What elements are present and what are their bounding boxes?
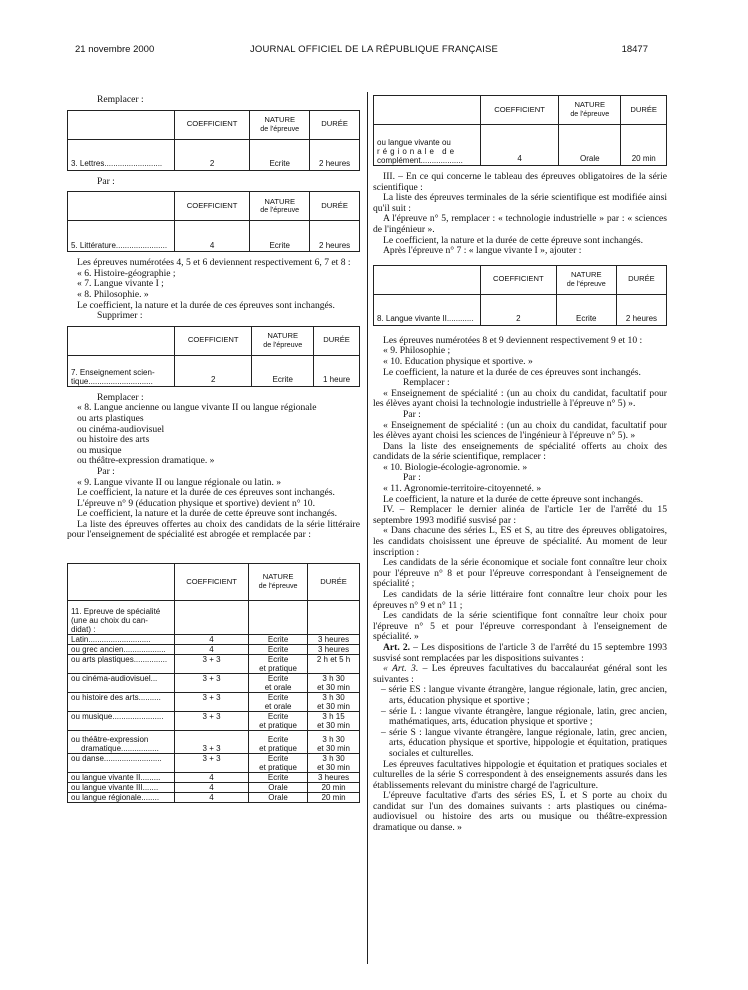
paragraph: « 9. Langue vivante II ou langue régionale ou latin. » [77, 476, 282, 488]
row-label: 3. Lettres.......................... [68, 139, 175, 170]
row-label: 7. Enseignement scien- tique............................. [68, 355, 175, 386]
paragraph: IV. – Remplacer le dernier alinéa de l'article 1er de l'arrêté du 15 septembre 1993 modifié susvisé par : [373, 504, 667, 526]
th-coefficient: COEFFICIENT [175, 564, 249, 601]
paragraph: « 9. Philosophie ; [383, 345, 451, 357]
paragraph: « Dans chacune des séries L, ES et S, au titre des épreuves obligatoires, les candidats choisissent une épreuve de spécialité. Au moment de leur inscription : [373, 525, 667, 558]
row-label: ou grec ancien................... [68, 645, 175, 655]
row-label: ou musique....................... [68, 712, 175, 731]
list-item: – série S : langue vivante étrangère, langue régionale, latin, grec ancien, arts, éducation physique et sportive, hippologie et équitation, pratiques sociales et culturelles. [381, 726, 667, 759]
row-nature: Ecrite [556, 294, 616, 325]
paragraph: « Enseignement de spécialité : (un au choix du candidat, facultatif pour les élèves ayant choisi la technologie industrielle à l'épreuve n° 5) ». [373, 387, 667, 410]
table-specialite-litteraire: COEFFICIENT NATURE de l'épreuve DURÉE 11. Epreuve de spécialité (une au choix du can- didat) : Latin............................ 4 Ecrite 3 heures ou grec ancien................... 4 Ecrite 3 heures ou arts plastiques............... 3 + 3 Ecrite et pratique 2 h et 5 h ou cinéma-audiovisuel... 3 + 3 Ecrite et orale 3 h 30 et 30 min ou histoire des arts.......... 3 + 3 Ecrite et orale 3 h 30 et 30 min ou musique....................... 3 + 3 Ecrite et pratique 3 h 15 et 30 min ou théâtre-expression dramatique................. 3 + 3 Ecrite et pratique 3 h 30 et 30 min ou danse.......................... 3 + 3 Ecrite et pratique 3 h 30 et 30 min ou langue vivante II......... 4 Ecrite 3 heures ou langue vivante III....... 4 Orale 20 min ou langue régionale........ 4 Orale 20 min [67, 563, 360, 803]
row-coef: 2 [481, 294, 557, 325]
paragraph: Le coefficient, la nature et la durée de ces épreuves sont inchangés. [77, 487, 335, 499]
row-coef: 2 [175, 355, 252, 386]
paragraph: ou cinéma-audiovisuel [77, 423, 165, 435]
paragraph: « 8. Philosophie. » [77, 288, 149, 300]
th-coefficient: COEFFICIENT [175, 110, 250, 139]
paragraph: Le coefficient, la nature et la durée de ces épreuves sont inchangés. [383, 366, 641, 378]
paragraph: Les épreuves numérotées 4, 5 et 6 deviennent respectivement 6, 7 et 8 : [77, 257, 351, 269]
paragraph: « 10. Biologie-écologie-agronomie. » [383, 461, 528, 473]
instruction-par: Par : [403, 408, 421, 420]
paragraph: « Enseignement de spécialité : (un au choix du candidat, facultatif pour les élèves ayant choisi les sciences de l'ingénieur à l'épreuve n° 5). » [373, 419, 667, 442]
header-date: 21 novembre 2000 [75, 44, 155, 55]
paragraph: Dans la liste des enseignements de spécialité offerts au choix des candidats de la série scientifique, remplacer : [373, 440, 667, 463]
row-coef: 4 [481, 125, 559, 166]
instruction-par: Par : [403, 472, 421, 484]
row-duree: 1 heure [314, 355, 360, 386]
instruction-remplacer: Remplacer : [97, 94, 144, 105]
th-coefficient: COEFFICIENT [175, 192, 250, 221]
row-label: ou cinéma-audiovisuel... [68, 674, 175, 693]
column-divider [367, 92, 368, 964]
paragraph: ou musique [77, 444, 122, 456]
paragraph: Les candidats de la série économique et sociale font connaître leur choix pour l'épreuve n° 8 et pour l'épreuve correspondant à l'enseignement de spécialité ; [373, 557, 667, 590]
list-item: – série ES : langue vivante étrangère, langue régionale, latin, grec ancien, arts, éducation physique et sportive ; [381, 684, 667, 706]
row-duree: 20 min [621, 125, 667, 166]
row-label: 8. Langue vivante II............ [374, 294, 481, 325]
th-nature: NATURE de l'épreuve [556, 265, 616, 294]
th-coefficient: COEFFICIENT [481, 96, 559, 125]
article-3: « Art. 3. – Les épreuves facultatives du baccalauréat général sont les suivantes : [373, 663, 667, 685]
instruction-par: Par : [97, 465, 115, 477]
left-column [67, 95, 360, 809]
row-label: ou danse.......................... [68, 754, 175, 773]
th-nature: NATURE de l'épreuve [249, 564, 308, 601]
paragraph: ou histoire des arts [77, 434, 150, 446]
paragraph: A l'épreuve n° 5, remplacer : « technologie industrielle » par : « sciences de l'ingénieur ». [373, 213, 667, 235]
th-duree: DURÉE [308, 564, 360, 601]
page-header [0, 44, 748, 58]
th-duree: DURÉE [314, 326, 360, 355]
paragraph: Les candidats de la série scientifique font connaître leur choix pour l'épreuve n° 5 et pour l'épreuve correspondant à l'enseignement de spécialité. » [373, 610, 667, 643]
row-label: ou histoire des arts.......... [68, 693, 175, 712]
paragraph: III. – En ce qui concerne le tableau des épreuves obligatoires de la série scientifique : [373, 171, 667, 193]
row-label: ou langue vivante II......... [68, 773, 175, 783]
row-coef: 4 [175, 221, 250, 252]
paragraph: Les épreuves facultatives hippologie et équitation et pratiques sociales et culturelles de la série S correspondent à des enseignements assurés dans les établissements relevant du ministre chargé de l'agriculture. [373, 758, 667, 791]
row-label: ou théâtre-expression dramatique................. [68, 731, 175, 754]
paragraph: Les candidats de la série littéraire font connaître leur choix pour les épreuves n° 9 et n° 11 ; [373, 589, 667, 611]
th-nature: NATURE de l'épreuve [250, 110, 310, 139]
table-langue-vivante-2 [373, 265, 667, 326]
paragraph: Après l'épreuve n° 7 : « langue vivante I », ajouter : [383, 245, 582, 257]
paragraph: Le coefficient, la nature et la durée de cette épreuve sont inchangés. [77, 508, 338, 520]
header-journal-title: JOURNAL OFFICIEL DE LA RÉPUBLIQUE FRANÇAISE [249, 44, 499, 55]
instruction-remplacer: Remplacer : [97, 391, 144, 403]
instruction-supprimer: Supprimer : [97, 310, 143, 322]
table-litterature [67, 191, 360, 252]
article-2: Art. 2. – Les dispositions de l'article 3 de l'arrêté du 15 septembre 1993 susvisé sont remplacées par les dispositions suivantes : [373, 641, 667, 664]
row-nature: Orale [559, 125, 621, 166]
row-nature: Ecrite [250, 221, 310, 252]
row-label: ou langue vivante III....... [68, 783, 175, 793]
paragraph: L'épreuve facultative d'arts des séries ES, L et S porte au choix du candidat sur l'un des domaines suivants : arts plastiques ou cinéma-audiovisuel ou histoire des arts ou musique ou théâtre-expression dramatique ou danse. » [373, 790, 667, 834]
paragraph: Les épreuves numérotées 8 et 9 deviennent respectivement 9 et 10 : [383, 334, 643, 346]
list-item: – série L : langue vivante étrangère, langue régionale, latin, grec ancien, mathématiques, arts, éducation physique et sportive ; [381, 705, 667, 728]
row-nature: Ecrite [252, 355, 314, 386]
table-langue-complement [373, 95, 667, 166]
th-duree: DURÉE [310, 110, 360, 139]
row-duree: 2 heures [310, 221, 360, 252]
paragraph: La liste des épreuves offertes au choix des candidats de la série littéraire pour l'enseignement de spécialité est abrogée et remplacée par : [67, 518, 360, 541]
th-coefficient: COEFFICIENT [481, 265, 557, 294]
paragraph: La liste des épreuves terminales de la série scientifique est modifiée ainsi qu'il suit : [373, 192, 667, 214]
row-label: ou arts plastiques............... [68, 655, 175, 674]
th-duree: DURÉE [621, 96, 667, 125]
paragraph: L'épreuve n° 9 (éducation physique et sportive) devient n° 10. [77, 497, 315, 509]
paragraph: Le coefficient, la nature et la durée de cette épreuve sont inchangés. [383, 234, 644, 246]
paragraph: ou arts plastiques [77, 412, 144, 424]
specialite-title: 11. Epreuve de spécialité (une au choix du can- didat) : [68, 601, 175, 635]
row-label: ou langue régionale........ [68, 793, 175, 803]
paragraph: « 8. Langue ancienne ou langue vivante II ou langue régionale [77, 402, 317, 414]
th-blank [68, 110, 175, 139]
instruction-par: Par : [97, 175, 115, 187]
table-enseignement-scientifique [67, 326, 360, 387]
right-column [373, 95, 667, 834]
row-nature: Ecrite [250, 139, 310, 170]
paragraph: ou théâtre-expression dramatique. » [77, 455, 215, 467]
row-coef: 2 [175, 139, 250, 170]
paragraph: Le coefficient, la nature et la durée de cette épreuve sont inchangés. [383, 493, 644, 505]
paragraph: « 11. Agronomie-territoire-citoyenneté. » [383, 483, 542, 495]
instruction-remplacer: Remplacer : [403, 377, 450, 389]
paragraph: « 7. Langue vivante I ; [77, 278, 164, 290]
paragraph: « 10. Education physique et sportive. » [383, 355, 533, 367]
th-nature: NATURE de l'épreuve [250, 192, 310, 221]
row-duree: 2 heures [310, 139, 360, 170]
row-label: ou langue vivante ou régionale de complément................... [374, 125, 481, 166]
th-coefficient: COEFFICIENT [175, 326, 252, 355]
header-page-number: 18477 [621, 44, 648, 55]
paragraph: Le coefficient, la nature et la durée de ces épreuves sont inchangés. [77, 299, 335, 311]
table-lettres [67, 110, 360, 171]
row-duree: 2 heures [616, 294, 666, 325]
th-nature: NATURE de l'épreuve [559, 96, 621, 125]
row-label: 5. Littérature....................... [68, 221, 175, 252]
th-nature: NATURE de l'épreuve [252, 326, 314, 355]
th-duree: DURÉE [310, 192, 360, 221]
row-label: Latin............................ [68, 635, 175, 645]
th-duree: DURÉE [616, 265, 666, 294]
paragraph: « 6. Histoire-géographie ; [77, 267, 176, 279]
